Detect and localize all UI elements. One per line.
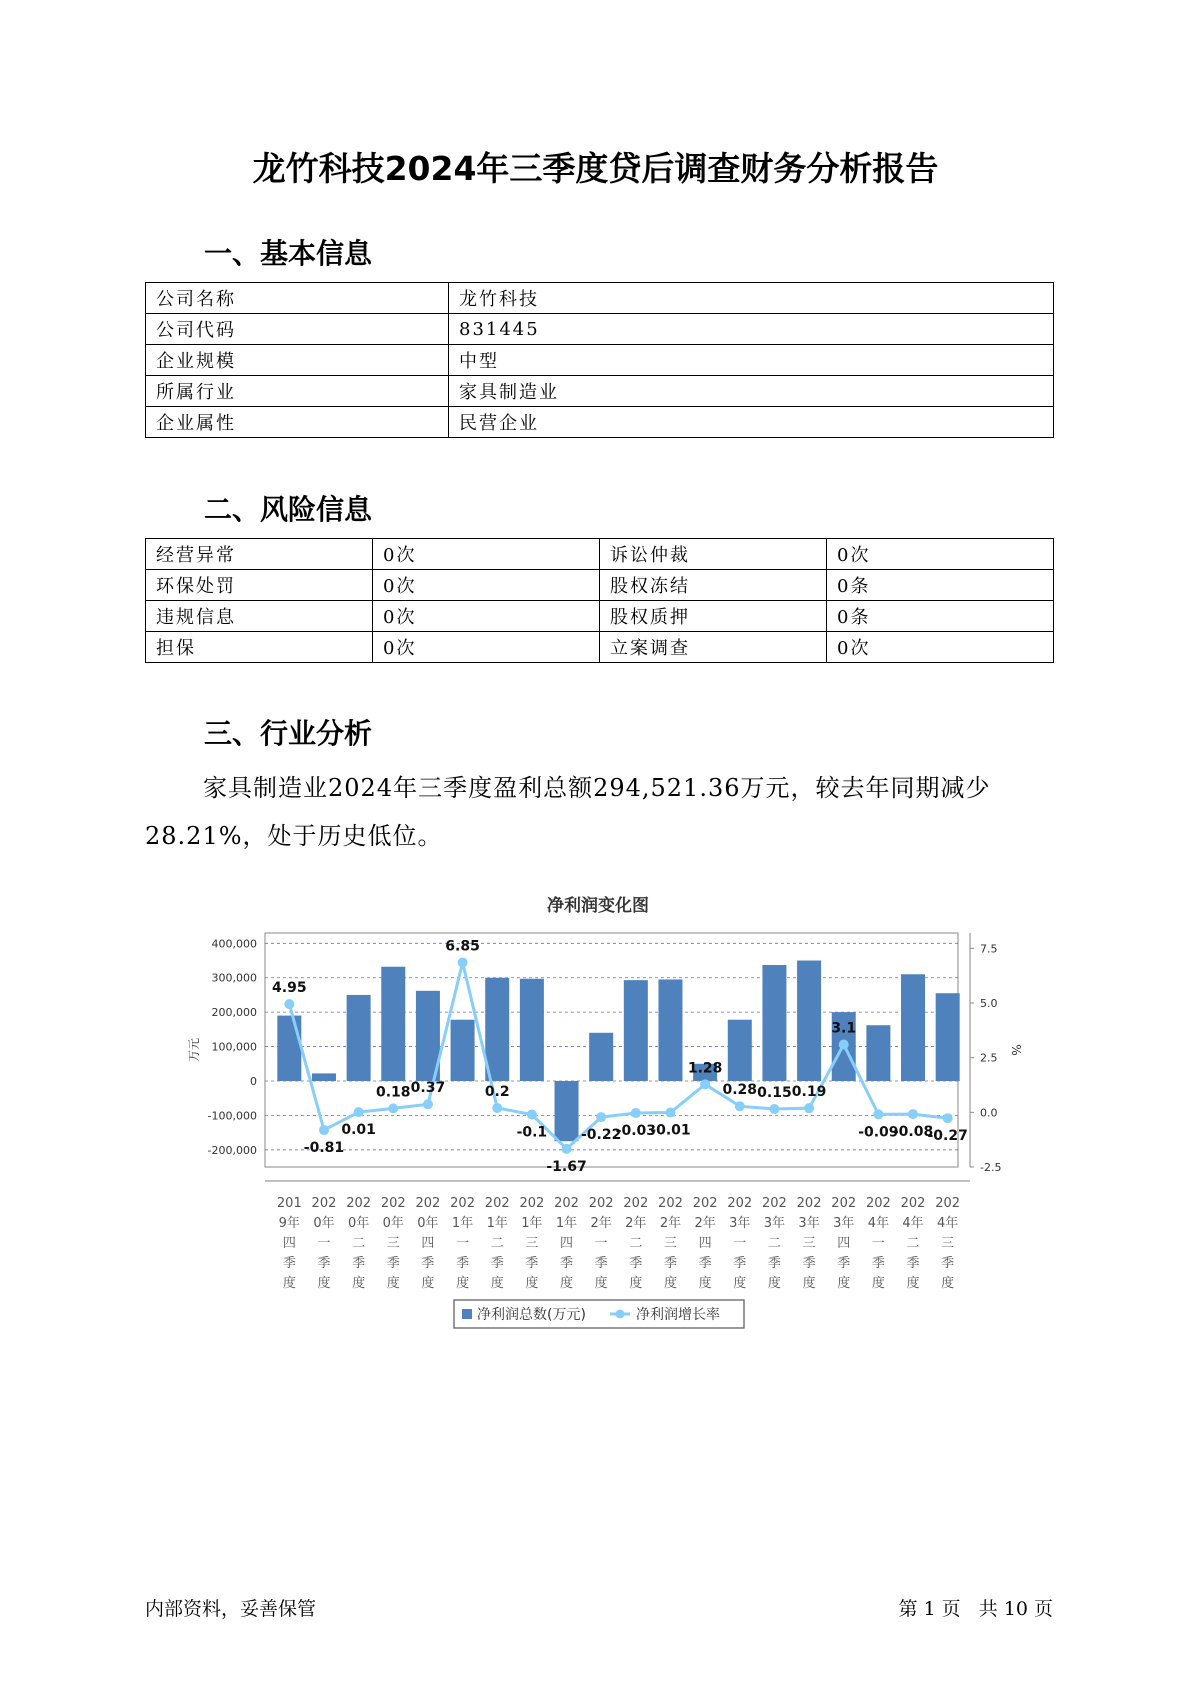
growth-rate-point	[665, 1108, 675, 1118]
x-tick-label: 202 3年四季度	[831, 1196, 857, 1291]
risk-info-value: 0次	[373, 632, 600, 663]
basic-info-value: 龙竹科技	[449, 283, 1054, 314]
basic-info-label: 公司代码	[146, 314, 449, 345]
growth-rate-point	[873, 1109, 883, 1119]
y-tick-label: -100,000	[207, 1109, 257, 1123]
x-tick-label: 202 0年四季度	[415, 1196, 441, 1291]
risk-info-value: 0次	[827, 539, 1054, 570]
risk-info-label: 诉讼仲裁	[600, 539, 827, 570]
risk-info-row	[146, 539, 1054, 570]
growth-rate-data-label: 0.01	[341, 1122, 376, 1139]
growth-rate-data-label: 1.28	[687, 1060, 723, 1077]
basic-info-row	[146, 314, 1054, 345]
growth-rate-point	[596, 1112, 606, 1122]
growth-rate-point	[908, 1109, 918, 1119]
bar	[936, 993, 960, 1081]
x-tick-label: 202 2年一季度	[588, 1196, 614, 1291]
bar	[520, 979, 544, 1081]
x-tick-label: 202 1年三季度	[519, 1196, 545, 1291]
growth-rate-point	[423, 1099, 433, 1109]
growth-rate-data-label: 6.85	[445, 938, 480, 955]
section-heading-basic: 一、基本信息	[204, 237, 373, 270]
bar	[277, 1016, 301, 1081]
basic-info-value: 民营企业	[449, 407, 1054, 438]
growth-rate-data-label: -0.81	[303, 1140, 345, 1157]
x-tick-label: 202 2年四季度	[692, 1196, 718, 1291]
bar	[658, 979, 682, 1081]
risk-info-label: 股权质押	[600, 601, 827, 632]
basic-info-value: 831445	[449, 314, 1054, 345]
legend-swatch-point	[616, 1310, 625, 1319]
risk-info-row	[146, 601, 1054, 632]
x-tick-label: 202 3年二季度	[762, 1196, 787, 1291]
growth-rate-point	[839, 1040, 849, 1050]
y-tick-label: 100,000	[211, 1040, 257, 1054]
y-right-axis-label: %	[1009, 1044, 1023, 1056]
risk-info-value: 0次	[373, 570, 600, 601]
growth-rate-point	[943, 1113, 953, 1123]
risk-info-value: 0次	[373, 601, 600, 632]
risk-info-label: 环保处罚	[146, 570, 373, 601]
section-heading-risk: 二、风险信息	[204, 493, 373, 526]
bar	[762, 965, 786, 1081]
risk-info-label: 立案调查	[600, 632, 827, 663]
growth-rate-data-label: 3.1	[831, 1020, 857, 1037]
risk-info-value: 0次	[373, 539, 600, 570]
growth-rate-point	[769, 1104, 779, 1114]
net-profit-chart	[0, 880, 1191, 1340]
x-tick-label: 202 0年二季度	[346, 1196, 372, 1291]
growth-rate-data-label: -0.09	[858, 1124, 899, 1141]
basic-info-row	[146, 345, 1054, 376]
growth-rate-data-label: -0.01	[650, 1122, 691, 1139]
legend-label-line: 净利润增长率	[636, 1307, 720, 1323]
legend-swatch-bar	[462, 1309, 472, 1319]
risk-info-value: 0条	[827, 570, 1054, 601]
growth-rate-data-label: -0.1	[516, 1124, 548, 1141]
y-right-tick-label: 0.0	[980, 1106, 998, 1120]
document-title: 龙竹科技2024年三季度贷后调查财务分析报告	[252, 149, 939, 188]
bar	[901, 974, 925, 1081]
bar	[866, 1025, 890, 1081]
basic-info-value: 中型	[449, 345, 1054, 376]
growth-rate-data-label: -0.03	[615, 1122, 657, 1139]
growth-rate-data-label: 0.19	[791, 1084, 827, 1101]
bar	[451, 1020, 475, 1081]
basic-info-row	[146, 407, 1054, 438]
x-tick-label: 202 2年二季度	[623, 1196, 649, 1291]
risk-info-label: 股权冻结	[600, 570, 827, 601]
growth-rate-point	[735, 1101, 745, 1111]
risk-info-row	[146, 570, 1054, 601]
x-tick-label: 202 1年二季度	[484, 1196, 510, 1291]
bar	[381, 967, 405, 1081]
bar	[555, 1081, 579, 1141]
industry-paragraph: 家具制造业2024年三季度盈利总额294,521.36万元，较去年同期减少28.21%，处于历史低位。	[145, 774, 991, 850]
growth-rate-data-label: -1.67	[546, 1158, 587, 1175]
bar	[797, 961, 821, 1081]
growth-rate-data-label: 0.37	[410, 1080, 446, 1097]
growth-rate-point	[284, 999, 294, 1009]
risk-info-table	[145, 538, 1054, 663]
x-tick-label: 202 0年三季度	[380, 1196, 406, 1291]
growth-rate-point	[527, 1110, 537, 1120]
basic-info-label: 企业属性	[146, 407, 449, 438]
x-tick-label: 202 0年一季度	[311, 1196, 337, 1291]
growth-rate-data-label: -0.22	[580, 1127, 622, 1144]
risk-info-label: 担保	[146, 632, 373, 663]
growth-rate-data-label: 0.28	[722, 1082, 758, 1099]
x-tick-label: 202 3年一季度	[727, 1196, 753, 1291]
bar	[589, 1033, 613, 1081]
growth-rate-point	[458, 958, 468, 968]
footer-page-number: 第 1 页 共 10 页	[898, 1598, 1053, 1620]
x-tick-label: 202 4年一季度	[865, 1196, 891, 1291]
x-tick-label: 202 4年二季度	[900, 1196, 926, 1291]
y-right-tick-label: 5.0	[980, 996, 998, 1010]
risk-info-label: 违规信息	[146, 601, 373, 632]
y-tick-label: 200,000	[211, 1006, 257, 1020]
y-tick-label: 0	[250, 1074, 257, 1088]
basic-info-row	[146, 283, 1054, 314]
basic-info-label: 企业规模	[146, 345, 449, 376]
bar	[347, 995, 371, 1081]
y-tick-label: 300,000	[211, 971, 257, 985]
legend-label-bar: 净利润总数(万元)	[477, 1307, 586, 1323]
x-tick-label: 202 4年三季度	[935, 1196, 961, 1291]
section-heading-industry: 三、行业分析	[204, 717, 373, 750]
growth-rate-point	[354, 1107, 364, 1117]
growth-rate-point	[631, 1108, 641, 1118]
y-tick-label: 400,000	[211, 937, 257, 951]
x-tick-label: 202 1年一季度	[450, 1196, 475, 1291]
growth-rate-point	[562, 1144, 572, 1154]
growth-rate-point	[492, 1103, 502, 1113]
basic-info-row	[146, 376, 1054, 407]
y-right-tick-label: 2.5	[980, 1051, 998, 1065]
bar	[485, 978, 509, 1081]
basic-info-label: 所属行业	[146, 376, 449, 407]
y-tick-label: -200,000	[207, 1143, 257, 1157]
bar	[312, 1073, 336, 1081]
risk-info-row	[146, 632, 1054, 663]
basic-info-label: 公司名称	[146, 283, 449, 314]
chart-title: 净利润变化图	[547, 896, 649, 916]
y-axis-label: 万元	[187, 1037, 201, 1063]
growth-rate-data-label: -0.27	[927, 1128, 968, 1145]
x-tick-label: 202 3年三季度	[796, 1196, 822, 1291]
growth-rate-point	[804, 1103, 814, 1113]
footer-confidential: 内部资料，妥善保管	[145, 1598, 317, 1620]
risk-info-label: 经营异常	[146, 539, 373, 570]
growth-rate-data-label: 0.15	[757, 1085, 792, 1102]
x-tick-label: 202 2年三季度	[658, 1196, 683, 1291]
x-tick-label: 201 9年四季度	[276, 1196, 302, 1291]
growth-rate-data-label: 0.18	[376, 1084, 411, 1101]
growth-rate-data-label: -0.08	[892, 1124, 934, 1141]
basic-info-value: 家具制造业	[449, 376, 1054, 407]
growth-rate-data-label: 4.95	[272, 980, 307, 997]
growth-rate-point	[700, 1079, 710, 1089]
x-tick-label: 202 1年四季度	[554, 1196, 579, 1291]
y-right-tick-label: 7.5	[980, 942, 998, 956]
growth-rate-point	[388, 1103, 398, 1113]
growth-rate-data-label: 0.2	[484, 1083, 510, 1100]
y-right-tick-label: -2.5	[980, 1161, 1002, 1174]
bar	[728, 1020, 752, 1081]
basic-info-table	[145, 282, 1054, 438]
bar	[624, 980, 648, 1081]
risk-info-value: 0条	[827, 601, 1054, 632]
risk-info-value: 0次	[827, 632, 1054, 663]
growth-rate-point	[319, 1125, 329, 1135]
